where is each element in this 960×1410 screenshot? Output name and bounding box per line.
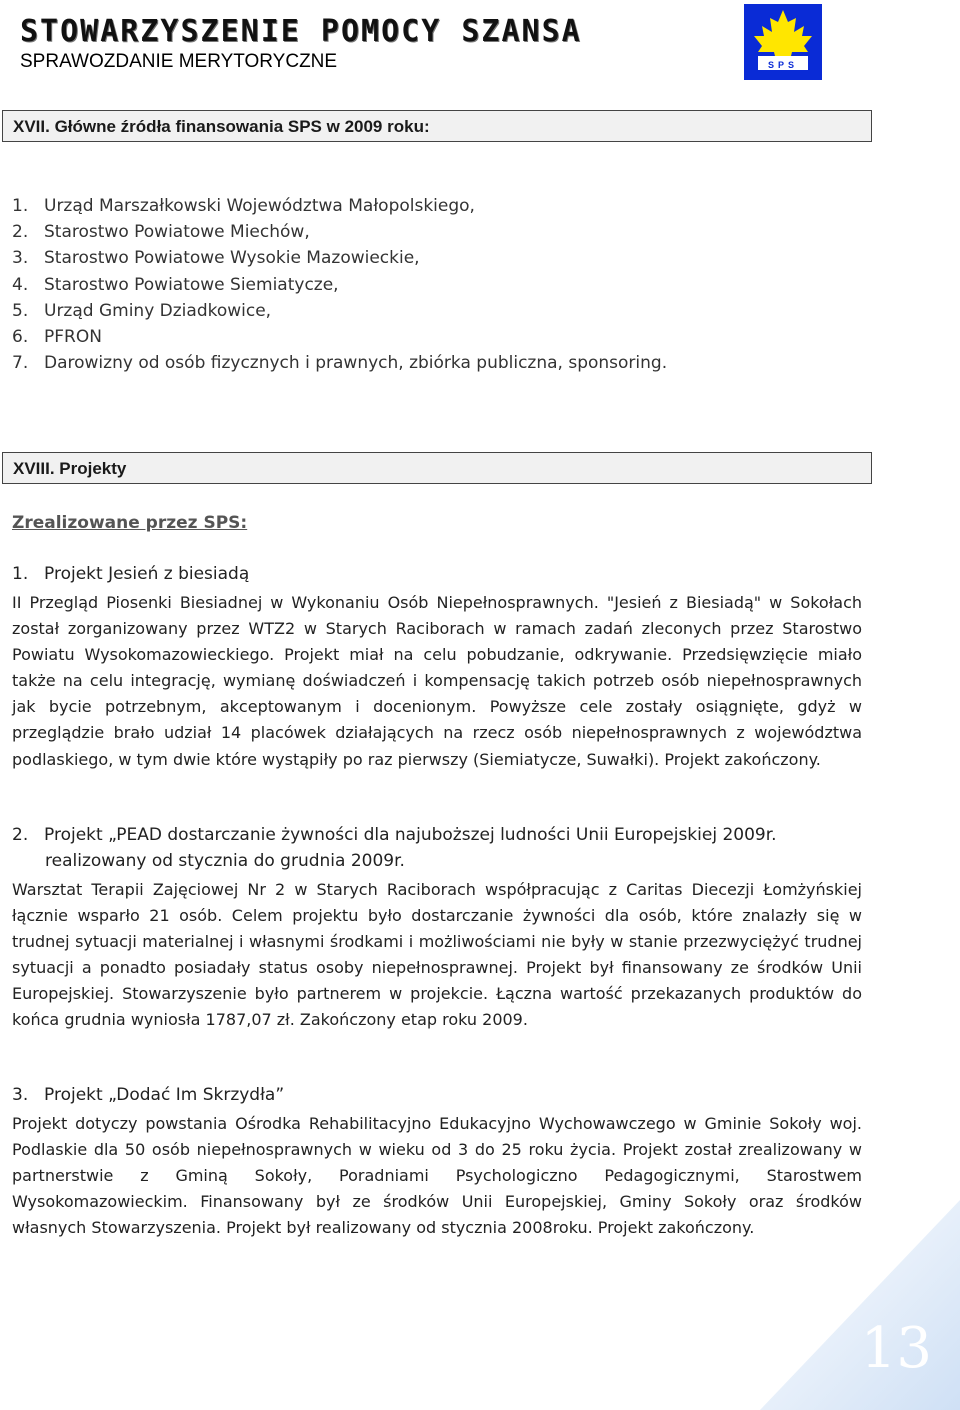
project-1-title: 1. Projekt Jesień z biesiadą	[12, 564, 250, 584]
sps-logo	[744, 4, 822, 80]
page-header	[20, 14, 940, 84]
funding-sources-list	[12, 193, 667, 376]
section-18-heading: XVIII. Projekty	[2, 452, 872, 484]
projects-subtitle: Zrealizowane przez SPS:	[12, 513, 248, 533]
section-17-heading: XVII. Główne źródła finansowania SPS w 2009 roku:	[2, 110, 872, 142]
list-item: 5. Urząd Gminy Dziadkowice,	[12, 300, 272, 321]
list-item: 2. Starostwo Powiatowe Miechów,	[12, 222, 310, 243]
project-1-body: II Przegląd Piosenki Biesiadnej w Wykonaniu Osób Niepełnosprawnych. "Jesień z Biesiadą" w Sokołach został zorganizowany przez WTZ2 w Starych Raciborach w ramach zadań zleconych przez Starostwo Powiatu Wysokomazowieckiego. Projekt miał na celu pobudzanie, odkrywanie. Przedsięwzięcie miało także na celu integrację, wymianę doświadczeń i kompensację takich potrzeb osób niepełnosprawnych jak bycie potrzebnym, akceptowanym i docenionym. Powyższe cele zostały osiągnięte, gdyż w przeglądzie brało udział 14 placówek działających na rzecz osób niepełnosprawnych z województwa podlaskiego, w tym dwie które wystąpiły po raz pierwszy (Siemiatycze, Suwałki). Projekt zakończony.	[12, 593, 862, 769]
report-title: SPRAWOZDANIE MERYTORYCZNE	[20, 51, 338, 72]
list-item: 7. Darowizny od osób fizycznych i prawnych, zbiórka publiczna, sponsoring.	[12, 353, 668, 374]
organization-name: STOWARZYSZENIE POMOCY SZANSA	[20, 14, 582, 49]
logo-text: SPS	[767, 60, 798, 70]
project-2-title: 2. Projekt „PEAD dostarczanie żywności dla najuboższej ludności Unii Europejskiej 2009r.	[12, 825, 777, 845]
page-number: 13	[860, 1316, 932, 1381]
project-3-body: Projekt dotyczy powstania Ośrodka Rehabilitacyjno Edukacyjno Wychowawczego w Gminie Sokoły woj. Podlaskie dla 50 osób niepełnosprawnych w wieku od 3 do 25 roku życia. Projekt został zrealizowany w partnerstwie z Gminą Sokoły, Poradniami Psychologiczno Pedagogicznymi, Starostwem Wysokomazowieckim. Finansowany był ze środków Unii Europejskiej, Gminy Sokoły oraz środków własnych Stowarzyszenia. Projekt był realizowany od stycznia 2008roku. Projekt zakończony.	[12, 1114, 862, 1238]
list-item: 6. PFRON	[12, 327, 102, 348]
project-2-body: Warsztat Terapii Zajęciowej Nr 2 w Starych Raciborach współpracując z Caritas Diecezji Łomżyńskiej łącznie wsparło 21 osób. Celem projektu było dostarczanie żywności dla osób, które znalazły się w trudnej sytuacji materialnej i własnymi środkami i możliwościami nie były w stanie przezwyciężyć trudnej sytuacji a ponadto posiadały status osoby niepełnosprawnej. Projekt był finansowany ze środków Unii Europejskiej. Stowarzyszenie było partnerem w projekcie. Łączna wartość przekazanych produktów do końca grudnia wyniosła 1787,07 zł. Zakończony etap roku 2009.	[12, 880, 862, 1030]
project-2-subline: realizowany od stycznia do grudnia 2009r.	[45, 851, 405, 871]
list-item: 3. Starostwo Powiatowe Wysokie Mazowieckie,	[12, 248, 420, 269]
list-item: 4. Starostwo Powiatowe Siemiatycze,	[12, 274, 339, 295]
list-item: 1. Urząd Marszałkowski Województwa Małopolskiego,	[12, 196, 475, 216]
project-3-title: 3. Projekt „Dodać Im Skrzydła”	[12, 1085, 285, 1105]
